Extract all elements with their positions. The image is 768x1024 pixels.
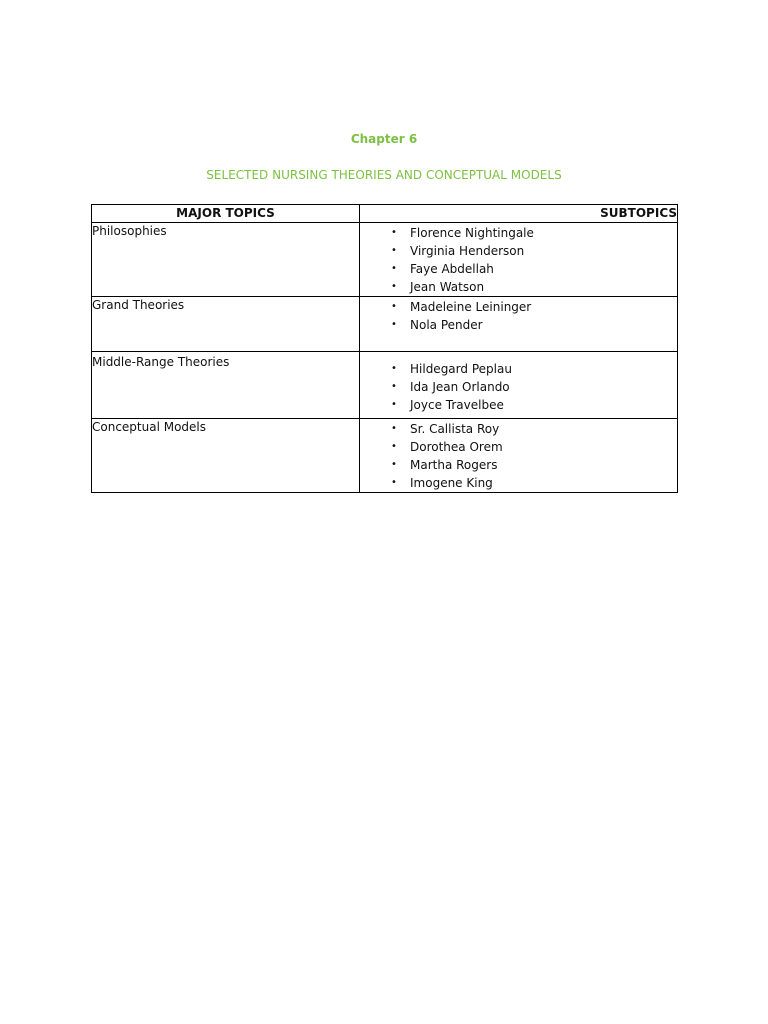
bullet-icon: •: [391, 245, 397, 256]
chapter-heading: Chapter 6: [350, 132, 418, 146]
subtopic-label: Sr. Callista Roy: [410, 422, 500, 436]
subtopic-label: Nola Pender: [410, 318, 483, 332]
table-header-row: [92, 205, 678, 223]
topics-table: [91, 204, 678, 493]
subtopic-item: [360, 224, 677, 242]
major-topic-cell: Philosophies: [92, 223, 360, 297]
bullet-icon: •: [391, 319, 397, 330]
table-row: [92, 352, 678, 419]
subtopic-label: Joyce Travelbee: [410, 398, 504, 412]
major-topic-cell: Grand Theories: [92, 297, 360, 352]
bullet-icon: •: [391, 477, 397, 488]
bullet-icon: •: [391, 423, 397, 434]
table-row: [92, 419, 678, 493]
section-title: SELECTED NURSING THEORIES AND CONCEPTUAL MODELS: [206, 168, 562, 182]
subtopic-item: [360, 438, 677, 456]
bullet-icon: •: [391, 263, 397, 274]
bullet-icon: •: [391, 399, 397, 410]
subtopic-item: [360, 396, 677, 414]
subtopics-cell: [360, 419, 678, 493]
subtopic-item: [360, 298, 677, 316]
subtopic-list: [360, 297, 677, 334]
table-row: [92, 297, 678, 352]
subtopics-cell: [360, 297, 678, 352]
subtopic-item: [360, 378, 677, 396]
subtopic-label: Florence Nightingale: [410, 226, 534, 240]
subtopic-label: Hildegard Peplau: [410, 362, 512, 376]
subtopic-label: Ida Jean Orlando: [410, 380, 510, 394]
subtopic-item: [360, 360, 677, 378]
subtopic-label: Jean Watson: [410, 280, 485, 294]
subtopic-label: Virginia Henderson: [410, 244, 525, 258]
subtopic-item: [360, 278, 677, 296]
subtopic-item: [360, 456, 677, 474]
major-topic-cell: Middle-Range Theories: [92, 352, 360, 419]
header-subtopics: SUBTOPICS: [360, 205, 678, 223]
bullet-icon: •: [391, 363, 397, 374]
subtopics-cell: [360, 223, 678, 297]
subtopic-item: [360, 242, 677, 260]
bullet-icon: •: [391, 459, 397, 470]
bullet-icon: •: [391, 281, 397, 292]
bullet-icon: •: [391, 441, 397, 452]
subtopic-label: Imogene King: [410, 476, 493, 490]
major-topic-cell: Conceptual Models: [92, 419, 360, 493]
subtopic-item: [360, 260, 677, 278]
subtopic-list: [360, 419, 677, 492]
subtopic-item: [360, 474, 677, 492]
subtopic-list: [360, 352, 677, 414]
subtopics-cell: [360, 352, 678, 419]
subtopic-label: Dorothea Orem: [410, 440, 503, 454]
subtopic-label: Faye Abdellah: [410, 262, 494, 276]
subtopic-label: Madeleine Leininger: [410, 300, 532, 314]
table-row: [92, 223, 678, 297]
bullet-icon: •: [391, 227, 397, 238]
bullet-icon: •: [391, 381, 397, 392]
bullet-icon: •: [391, 301, 397, 312]
subtopic-item: [360, 420, 677, 438]
header-major-topics: MAJOR TOPICS: [92, 205, 360, 223]
subtopic-label: Martha Rogers: [410, 458, 498, 472]
subtopic-list: [360, 223, 677, 296]
subtopic-item: [360, 316, 677, 334]
